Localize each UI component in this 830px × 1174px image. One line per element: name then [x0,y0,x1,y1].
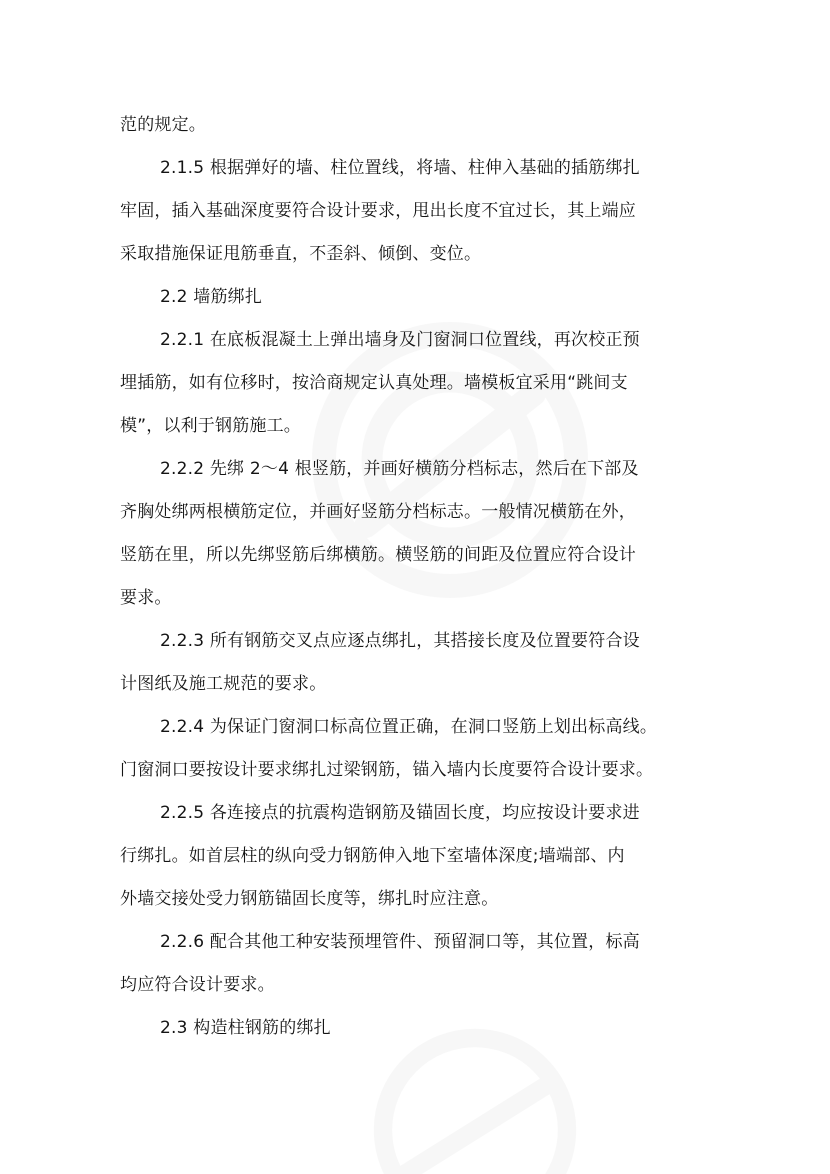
paragraph-2-1-5 [120,147,712,276]
paragraph-2-2-5 [120,792,712,921]
line: 牢固，插入基础深度要符合设计要求，甩出长度不宜过长，其上端应 [120,201,636,221]
line: 2.2 墙筋绑扎 [160,287,263,307]
line: 2.2.1 在底板混凝土上弹出墙身及门窗洞口位置线，再次校正预 [160,330,640,350]
document-body [120,104,712,1050]
line: 计图纸及施工规范的要求。 [120,674,327,694]
paragraph-2-2-4 [120,706,712,792]
line: 2.2.2 先绑 2～4 根竖筋，并画好横筋分档标志，然后在下部及 [160,459,639,479]
line: 2.2.4 为保证门窗洞口标高位置正确，在洞口竖筋上划出标高线。 [160,717,658,737]
paragraph-2-2-1 [120,319,712,448]
line: 埋插筋，如有位移时，按洽商规定认真处理。墙模板宜采用“跳间支 [120,373,628,393]
paragraph-2-2-2 [120,448,712,620]
line: 门窗洞口要按设计要求绑扎过梁钢筋，锚入墙内长度要符合设计要求。 [120,760,654,780]
line: 范的规定。 [120,115,206,135]
line: 行绑扎。如首层柱的纵向受力钢筋伸入地下室墙体深度;墙端部、内 [120,846,625,866]
paragraph-0 [120,104,712,147]
line: 2.3 构造柱钢筋的绑扎 [160,1018,331,1038]
line: 外墙交接处受力钢筋锚固长度等，绑扎时应注意。 [120,889,499,909]
line: 采取措施保证甩筋垂直，不歪斜、倾倒、变位。 [120,244,482,264]
line: 竖筋在里，所以先绑竖筋后绑横筋。横竖筋的间距及位置应符合设计 [120,545,636,565]
paragraph-2-2-3 [120,620,712,706]
section-heading-2-2 [120,276,712,319]
line: 2.2.3 所有钢筋交叉点应逐点绑扎，其搭接长度及位置要符合设 [160,631,640,651]
line: 均应符合设计要求。 [120,975,275,995]
line: 2.2.5 各连接点的抗震构造钢筋及锚固长度，均应按设计要求进 [160,803,640,823]
line: 齐胸处绑两根横筋定位，并画好竖筋分档标志。一般情况横筋在外， [120,502,636,522]
paragraph-2-2-6 [120,921,712,1007]
line: 2.2.6 配合其他工种安装预埋管件、预留洞口等，其位置，标高 [160,932,640,952]
line: 模”，以利于钢筋施工。 [120,416,302,436]
line: 要求。 [120,588,172,608]
section-heading-2-3 [120,1007,712,1050]
line: 2.1.5 根据弹好的墙、柱位置线，将墙、柱伸入基础的插筋绑扎 [160,158,640,178]
